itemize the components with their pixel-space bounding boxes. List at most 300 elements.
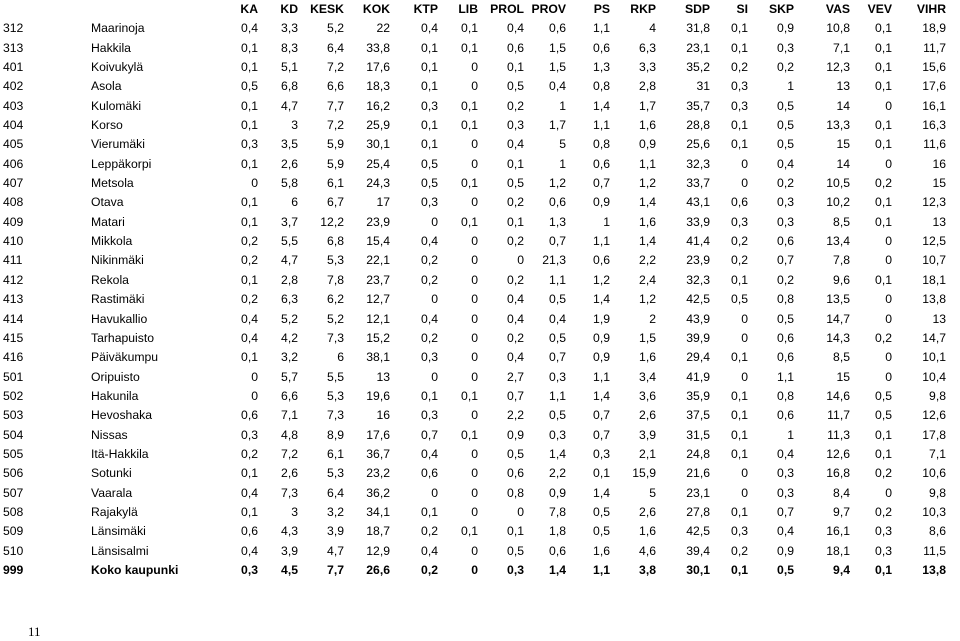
value-cell: 0,9 [593, 195, 610, 210]
value-cell: 33,7 [686, 176, 710, 191]
value-cell: 5,3 [327, 466, 344, 481]
value-cell: 35,9 [686, 388, 710, 403]
value-cell: 12,7 [366, 292, 390, 307]
value-cell: 12,3 [922, 195, 946, 210]
table-row [0, 213, 946, 232]
value-cell: 0,3 [549, 427, 566, 442]
value-cell: 2,7 [507, 369, 524, 384]
value-cell: 4,7 [281, 98, 298, 113]
value-cell: 1 [559, 98, 566, 113]
value-cell: 5,7 [281, 369, 298, 384]
value-cell: 1,9 [593, 311, 610, 326]
value-cell: 6,7 [327, 195, 344, 210]
area-name: Leppäkorpi [91, 156, 152, 171]
area-name: Koivukylä [91, 60, 144, 75]
value-cell: 0,5 [777, 98, 794, 113]
value-cell: 6,1 [327, 176, 344, 191]
value-cell: 5,5 [281, 234, 298, 249]
value-cell: 0,5 [421, 156, 438, 171]
value-cell: 1 [787, 427, 794, 442]
area-name: Sotunki [91, 466, 132, 481]
value-cell: 0,4 [777, 446, 794, 461]
value-cell: 7,7 [327, 98, 344, 113]
value-cell: 0,2 [777, 272, 794, 287]
value-cell: 0,2 [241, 446, 258, 461]
value-cell: 5,8 [281, 176, 298, 191]
value-cell: 0,1 [507, 214, 524, 229]
value-cell: 1,2 [593, 272, 610, 287]
table-row [0, 426, 946, 445]
value-cell: 0,1 [875, 60, 892, 75]
value-cell: 18,3 [366, 79, 390, 94]
value-cell: 3,2 [281, 350, 298, 365]
table-row [0, 19, 946, 38]
value-cell: 1,1 [549, 388, 566, 403]
value-cell: 11,6 [923, 137, 946, 152]
value-cell: 0,4 [421, 446, 438, 461]
value-cell: 0 [431, 485, 438, 500]
value-cell: 0,3 [241, 427, 258, 442]
value-cell: 5,2 [327, 311, 344, 326]
value-cell: 10,2 [826, 195, 850, 210]
value-cell: 2,6 [281, 466, 298, 481]
value-cell: 2,8 [639, 79, 656, 94]
area-name: Otava [91, 195, 124, 210]
area-name: Nissas [91, 427, 128, 442]
table-row [0, 464, 946, 483]
table-row [0, 39, 946, 58]
value-cell: 0,3 [777, 195, 794, 210]
value-cell: 14 [836, 156, 850, 171]
value-cell: 28,8 [686, 118, 710, 133]
table-row [0, 484, 946, 503]
value-cell: 35,2 [686, 60, 710, 75]
value-cell: 27,8 [686, 504, 710, 519]
value-cell: 1,1 [639, 156, 656, 171]
value-cell: 0,6 [593, 253, 610, 268]
value-cell: 26,6 [366, 562, 390, 577]
value-cell: 0 [517, 253, 524, 268]
area-code: 402 [3, 79, 24, 94]
value-cell: 15,2 [366, 330, 390, 345]
value-cell: 0,4 [241, 311, 258, 326]
value-cell: 0,3 [241, 562, 258, 577]
value-cell: 0,1 [461, 214, 478, 229]
value-cell: 30,1 [366, 137, 390, 152]
header-code [0, 0, 88, 19]
value-cell: 0,1 [731, 562, 748, 577]
value-cell: 0,4 [421, 311, 438, 326]
value-cell: 5,9 [327, 156, 344, 171]
value-cell: 0 [471, 369, 478, 384]
value-cell: 0 [885, 369, 892, 384]
value-cell: 0,5 [549, 330, 566, 345]
area-name: Havukallio [91, 311, 148, 326]
value-cell: 17,8 [922, 427, 946, 442]
table-row [0, 290, 946, 309]
page-number: 11 [28, 624, 41, 639]
value-cell: 5,2 [281, 311, 298, 326]
value-cell: 13 [376, 369, 390, 384]
value-cell: 0,5 [593, 524, 610, 539]
value-cell: 8,3 [281, 40, 298, 55]
value-cell: 2,2 [639, 253, 656, 268]
value-cell: 0,1 [875, 272, 892, 287]
column-header: VIHR [916, 2, 946, 16]
value-cell: 0 [885, 311, 892, 326]
value-cell: 43,1 [686, 195, 710, 210]
table-row [0, 329, 946, 348]
header-name [88, 0, 220, 19]
value-cell: 2,6 [281, 156, 298, 171]
value-cell: 0,1 [421, 60, 438, 75]
value-cell: 23,7 [366, 272, 390, 287]
value-cell: 0 [885, 98, 892, 113]
value-cell: 12,2 [320, 214, 344, 229]
value-cell: 10,8 [826, 21, 850, 36]
table-row [0, 77, 946, 96]
value-cell: 21,3 [542, 253, 566, 268]
value-cell: 0 [471, 446, 478, 461]
value-cell: 0,5 [507, 79, 524, 94]
value-cell: 1,1 [777, 369, 794, 384]
value-cell: 43,9 [686, 311, 710, 326]
value-cell: 0 [741, 369, 748, 384]
value-cell: 1,6 [639, 350, 656, 365]
value-cell: 0,1 [731, 272, 748, 287]
column-header: VEV [867, 2, 892, 16]
value-cell: 0,6 [777, 330, 794, 345]
value-cell: 0,6 [777, 350, 794, 365]
value-cell: 9,6 [833, 272, 850, 287]
value-cell: 0,1 [461, 388, 478, 403]
value-cell: 2,2 [507, 408, 524, 423]
value-cell: 6 [337, 350, 344, 365]
value-cell: 0,2 [507, 234, 524, 249]
area-name: Rajakylä [91, 504, 138, 519]
table-row [0, 368, 946, 387]
column-header: SDP [684, 2, 710, 16]
value-cell: 16,1 [826, 524, 850, 539]
area-name: Metsola [91, 176, 134, 191]
value-cell: 30,1 [686, 562, 710, 577]
table-body [0, 19, 946, 580]
value-cell: 10,3 [922, 504, 946, 519]
value-cell: 0,1 [461, 427, 478, 442]
value-cell: 0,2 [731, 60, 748, 75]
value-cell: 0,1 [421, 137, 438, 152]
area-code: 414 [3, 311, 24, 326]
value-cell: 8,5 [833, 350, 850, 365]
value-cell: 0,1 [731, 137, 748, 152]
column-header: VAS [825, 2, 850, 16]
value-cell: 0,1 [875, 446, 892, 461]
value-cell: 13,8 [922, 292, 946, 307]
table-row [0, 271, 946, 290]
value-cell: 0,6 [241, 524, 258, 539]
value-cell: 14,7 [826, 311, 850, 326]
value-cell: 12,1 [366, 311, 390, 326]
value-cell: 0,6 [549, 21, 566, 36]
table-row [0, 310, 946, 329]
value-cell: 0,1 [507, 524, 524, 539]
value-cell: 2,6 [639, 504, 656, 519]
value-cell: 12,6 [922, 408, 946, 423]
value-cell: 0,7 [777, 253, 794, 268]
value-cell: 7,3 [327, 330, 344, 345]
value-cell: 0 [471, 562, 478, 577]
value-cell: 6,3 [281, 292, 298, 307]
value-cell: 0,1 [421, 40, 438, 55]
value-cell: 15 [932, 176, 946, 191]
value-cell: 0,3 [875, 524, 892, 539]
table-row [0, 542, 946, 561]
value-cell: 0,3 [507, 562, 524, 577]
value-cell: 6,4 [327, 485, 344, 500]
value-cell: 0,7 [421, 427, 438, 442]
value-cell: 1,4 [593, 292, 610, 307]
value-cell: 0,1 [241, 504, 258, 519]
value-cell: 0,1 [875, 562, 892, 577]
value-cell: 0,2 [421, 272, 438, 287]
area-code: 405 [3, 137, 24, 152]
table-row [0, 116, 946, 135]
area-name: Itä-Hakkila [91, 446, 149, 461]
value-cell: 14,7 [922, 330, 946, 345]
area-code: 503 [3, 408, 24, 423]
value-cell: 0,4 [421, 234, 438, 249]
value-cell: 1,1 [593, 369, 610, 384]
value-cell: 17,6 [366, 60, 390, 75]
value-cell: 13,4 [826, 234, 850, 249]
value-cell: 37,5 [686, 408, 710, 423]
area-code: 508 [3, 504, 24, 519]
value-cell: 7,1 [833, 40, 850, 55]
value-cell: 1,6 [593, 543, 610, 558]
value-cell: 15,4 [366, 234, 390, 249]
value-cell: 6,2 [327, 292, 344, 307]
value-cell: 0,1 [461, 118, 478, 133]
value-cell: 1,5 [549, 60, 566, 75]
value-cell: 0,7 [593, 408, 610, 423]
value-cell: 0,1 [241, 98, 258, 113]
area-code: 504 [3, 427, 24, 442]
value-cell: 13,5 [826, 292, 850, 307]
value-cell: 0,2 [731, 253, 748, 268]
value-cell: 0,2 [731, 543, 748, 558]
value-cell: 18,7 [366, 524, 390, 539]
value-cell: 0,5 [875, 388, 892, 403]
value-cell: 0,5 [549, 408, 566, 423]
area-name: Länsimäki [91, 524, 146, 539]
area-name: Hevoshaka [91, 408, 152, 423]
value-cell: 0,9 [593, 350, 610, 365]
value-cell: 1,4 [593, 388, 610, 403]
value-cell: 0,2 [421, 253, 438, 268]
value-cell: 1,4 [593, 485, 610, 500]
value-cell: 4,7 [281, 253, 298, 268]
value-cell: 0,5 [731, 292, 748, 307]
value-cell: 18,9 [922, 21, 946, 36]
value-cell: 0,1 [875, 137, 892, 152]
value-cell: 0 [471, 466, 478, 481]
area-name: Rastimäki [91, 292, 145, 307]
value-cell: 13 [836, 79, 850, 94]
value-cell: 31,5 [686, 427, 710, 442]
value-cell: 6,1 [327, 446, 344, 461]
value-cell: 18,1 [922, 272, 946, 287]
area-code: 312 [3, 21, 24, 36]
value-cell: 0,3 [731, 524, 748, 539]
value-cell: 16,8 [826, 466, 850, 481]
value-cell: 12,6 [826, 446, 850, 461]
value-cell: 9,4 [833, 562, 850, 577]
value-cell: 1,4 [549, 446, 566, 461]
value-cell: 1,5 [549, 40, 566, 55]
value-cell: 0,5 [507, 543, 524, 558]
value-cell: 4,5 [281, 562, 298, 577]
value-cell: 34,1 [366, 504, 390, 519]
area-name: Oripuisto [91, 369, 140, 384]
value-cell: 15,9 [632, 466, 656, 481]
value-cell: 0,2 [875, 466, 892, 481]
value-cell: 33,9 [686, 214, 710, 229]
value-cell: 0,1 [593, 466, 610, 481]
value-cell: 3,8 [639, 562, 656, 577]
value-cell: 0,5 [507, 176, 524, 191]
area-name: Korso [91, 118, 123, 133]
value-cell: 0,4 [507, 311, 524, 326]
value-cell: 1,1 [593, 118, 610, 133]
value-cell: 10,1 [922, 350, 946, 365]
area-name: Hakkila [91, 40, 131, 55]
value-cell: 5,9 [327, 137, 344, 152]
value-cell: 0 [471, 156, 478, 171]
value-cell: 0,4 [507, 350, 524, 365]
value-cell: 0 [471, 311, 478, 326]
value-cell: 24,8 [686, 446, 710, 461]
value-cell: 0 [741, 330, 748, 345]
value-cell: 1,2 [549, 176, 566, 191]
value-cell: 0 [471, 195, 478, 210]
area-code: 407 [3, 176, 24, 191]
value-cell: 32,3 [686, 156, 710, 171]
value-cell: 2,4 [639, 272, 656, 287]
value-cell: 0 [431, 292, 438, 307]
value-cell: 0,6 [593, 40, 610, 55]
area-code: 509 [3, 524, 24, 539]
value-cell: 1,1 [549, 272, 566, 287]
value-cell: 15,6 [922, 60, 946, 75]
area-name: Mikkola [91, 234, 133, 249]
value-cell: 25,4 [366, 156, 390, 171]
header-row [0, 0, 946, 19]
value-cell: 36,2 [366, 485, 390, 500]
value-cell: 3,4 [639, 369, 656, 384]
value-cell: 38,1 [366, 350, 390, 365]
area-code: 409 [3, 214, 24, 229]
value-cell: 0 [471, 60, 478, 75]
value-cell: 0 [885, 350, 892, 365]
area-name: Päiväkumpu [91, 350, 159, 365]
value-cell: 23,9 [366, 214, 390, 229]
value-cell: 17 [376, 195, 390, 210]
value-cell: 0 [471, 253, 478, 268]
value-cell: 41,4 [686, 234, 710, 249]
value-cell: 0,1 [241, 272, 258, 287]
value-cell: 3,2 [327, 504, 344, 519]
value-cell: 7,8 [549, 504, 566, 519]
value-cell: 1 [787, 79, 794, 94]
value-cell: 0,3 [777, 40, 794, 55]
value-cell: 4 [649, 21, 656, 36]
value-cell: 0 [471, 408, 478, 423]
area-name: Matari [91, 214, 125, 229]
value-cell: 10,5 [826, 176, 850, 191]
area-name: Tarhapuisto [91, 330, 155, 345]
column-header: PROL [490, 2, 524, 16]
column-header: SI [736, 2, 748, 16]
column-header: PROV [531, 2, 566, 16]
value-cell: 33,8 [366, 40, 390, 55]
value-cell: 0,2 [777, 60, 794, 75]
value-cell: 0,3 [777, 485, 794, 500]
value-cell: 1,6 [639, 118, 656, 133]
value-cell: 9,8 [929, 388, 946, 403]
value-cell: 0,7 [549, 234, 566, 249]
table-row [0, 174, 946, 193]
value-cell: 0 [251, 176, 258, 191]
value-cell: 0,1 [241, 466, 258, 481]
value-cell: 6 [291, 195, 298, 210]
value-cell: 0 [885, 156, 892, 171]
table-row [0, 135, 946, 154]
area-name: Asola [91, 79, 122, 94]
value-cell: 0,5 [777, 118, 794, 133]
area-name: Vierumäki [91, 137, 145, 152]
value-cell: 1,6 [639, 524, 656, 539]
table-row [0, 232, 946, 251]
value-cell: 0,4 [421, 543, 438, 558]
value-cell: 14,3 [826, 330, 850, 345]
value-cell: 5 [649, 485, 656, 500]
value-cell: 0,6 [593, 156, 610, 171]
value-cell: 0,8 [777, 388, 794, 403]
value-cell: 39,4 [686, 543, 710, 558]
value-cell: 0 [741, 485, 748, 500]
value-cell: 10,6 [922, 466, 946, 481]
value-cell: 16,1 [922, 98, 946, 113]
area-name: Maarinoja [91, 21, 145, 36]
value-cell: 0 [251, 369, 258, 384]
value-cell: 11,3 [827, 427, 850, 442]
value-cell: 0,5 [875, 408, 892, 423]
value-cell: 0,4 [241, 330, 258, 345]
area-name: Koko kaupunki [91, 562, 179, 577]
value-cell: 0,3 [875, 543, 892, 558]
value-cell: 0,4 [241, 485, 258, 500]
value-cell: 0,4 [777, 524, 794, 539]
value-cell: 0,1 [731, 388, 748, 403]
value-cell: 6,8 [281, 79, 298, 94]
value-cell: 4,7 [327, 543, 344, 558]
value-cell: 0,3 [421, 350, 438, 365]
value-cell: 5,2 [327, 21, 344, 36]
total-row [0, 561, 946, 580]
value-cell: 0,1 [507, 156, 524, 171]
value-cell: 3,3 [639, 60, 656, 75]
value-cell: 7,1 [929, 446, 946, 461]
